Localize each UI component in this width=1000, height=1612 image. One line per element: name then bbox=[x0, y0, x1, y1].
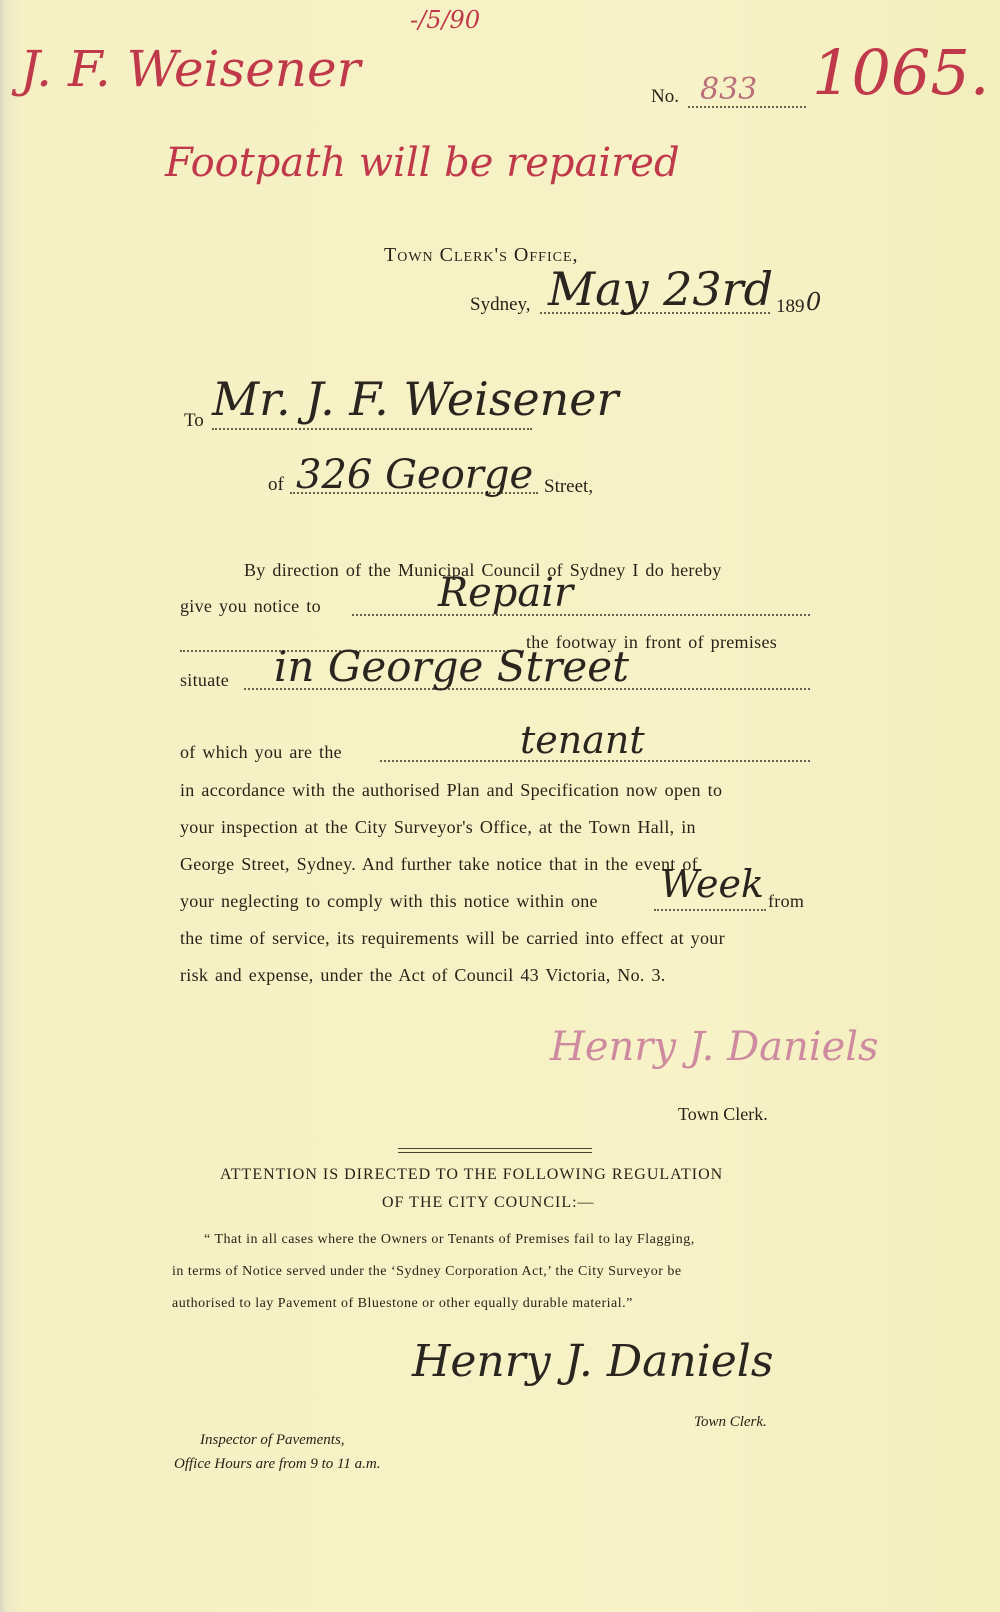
notice-line-2-label: give you notice to bbox=[180, 596, 321, 616]
notice-line-6: in accordance with the authorised Plan and Specification now open to bbox=[180, 780, 723, 800]
notice-line-3: the footway in front of premises bbox=[526, 632, 778, 652]
footer-office-hours: Office Hours are from 9 to 11 a.m. bbox=[174, 1456, 381, 1472]
addressee-dotted-line bbox=[212, 428, 532, 430]
stamped-signature: Henry J. Daniels bbox=[550, 1024, 879, 1070]
handwritten-location: in George Street bbox=[274, 642, 630, 691]
handwritten-street: 326 George bbox=[296, 452, 534, 498]
regulation-text-3: authorised to lay Pavement of Bluestone or other equally durable material.” bbox=[172, 1296, 633, 1311]
handwritten-number: 833 bbox=[700, 72, 758, 107]
capacity-label: of which you are the bbox=[180, 742, 342, 762]
notice-line-11: risk and expense, under the Act of Council 43 Victoria, No. 3. bbox=[180, 965, 666, 985]
handwritten-period: Week bbox=[660, 862, 764, 906]
handwritten-red-number: 1065. bbox=[812, 36, 990, 109]
handwritten-capacity: tenant bbox=[520, 718, 645, 762]
regulation-heading-1: ATTENTION IS DIRECTED TO THE FOLLOWING REGULATION bbox=[220, 1166, 724, 1183]
number-label: No. bbox=[651, 86, 679, 107]
period-dotted-line bbox=[654, 909, 766, 911]
handwritten-date-mark: -/5/90 bbox=[410, 6, 481, 34]
divider-rule-top bbox=[398, 1148, 592, 1149]
handwritten-footpath-note: Footpath will be repaired bbox=[165, 140, 680, 186]
city-label: Sydney, bbox=[470, 294, 531, 315]
handwritten-name-top: J. F. Weisener bbox=[20, 40, 361, 98]
year-printed: 189 bbox=[776, 296, 805, 317]
regulation-signature: Henry J. Daniels bbox=[412, 1336, 774, 1387]
notice-line-1: By direction of the Municipal Council of Sydney I do hereby bbox=[244, 560, 722, 580]
divider-rule-bottom bbox=[398, 1152, 592, 1153]
notice-line-9-b: from bbox=[768, 891, 805, 911]
notice-line-10: the time of service, its requirements will be carried into effect at your bbox=[180, 928, 725, 948]
notice-line-7: your inspection at the City Surveyor's Office, at the Town Hall, in bbox=[180, 817, 696, 837]
regulation-heading-2: OF THE CITY COUNCIL:— bbox=[382, 1194, 595, 1211]
notice-line-9-a: your neglecting to comply with this notice within one bbox=[180, 891, 598, 911]
regulation-text-1: “ That in all cases where the Owners or Tenants of Premises fail to lay Flagging, bbox=[204, 1232, 695, 1247]
regulation-text-2: in terms of Notice served under the ‘Sydney Corporation Act,’ the City Surveyor be bbox=[172, 1264, 682, 1279]
footer-inspector: Inspector of Pavements, bbox=[200, 1432, 345, 1448]
handwritten-date: May 23rd bbox=[548, 262, 774, 316]
handwritten-action: Repair bbox=[438, 570, 574, 616]
action-dotted-line bbox=[352, 614, 810, 616]
town-clerk-office-heading: Town Clerk's Office, bbox=[384, 244, 579, 266]
street-label: Street, bbox=[544, 476, 594, 497]
to-label: To bbox=[184, 410, 204, 431]
handwritten-addressee-name: Mr. J. F. Weisener bbox=[212, 372, 619, 426]
of-label: of bbox=[268, 474, 284, 495]
situate-label: situate bbox=[180, 670, 230, 690]
signature-title: Town Clerk. bbox=[678, 1104, 768, 1124]
year-written: 0 bbox=[806, 288, 822, 316]
notice-line-8: George Street, Sydney. And further take notice that in the event of bbox=[180, 854, 698, 874]
regulation-signature-title: Town Clerk. bbox=[694, 1414, 767, 1430]
